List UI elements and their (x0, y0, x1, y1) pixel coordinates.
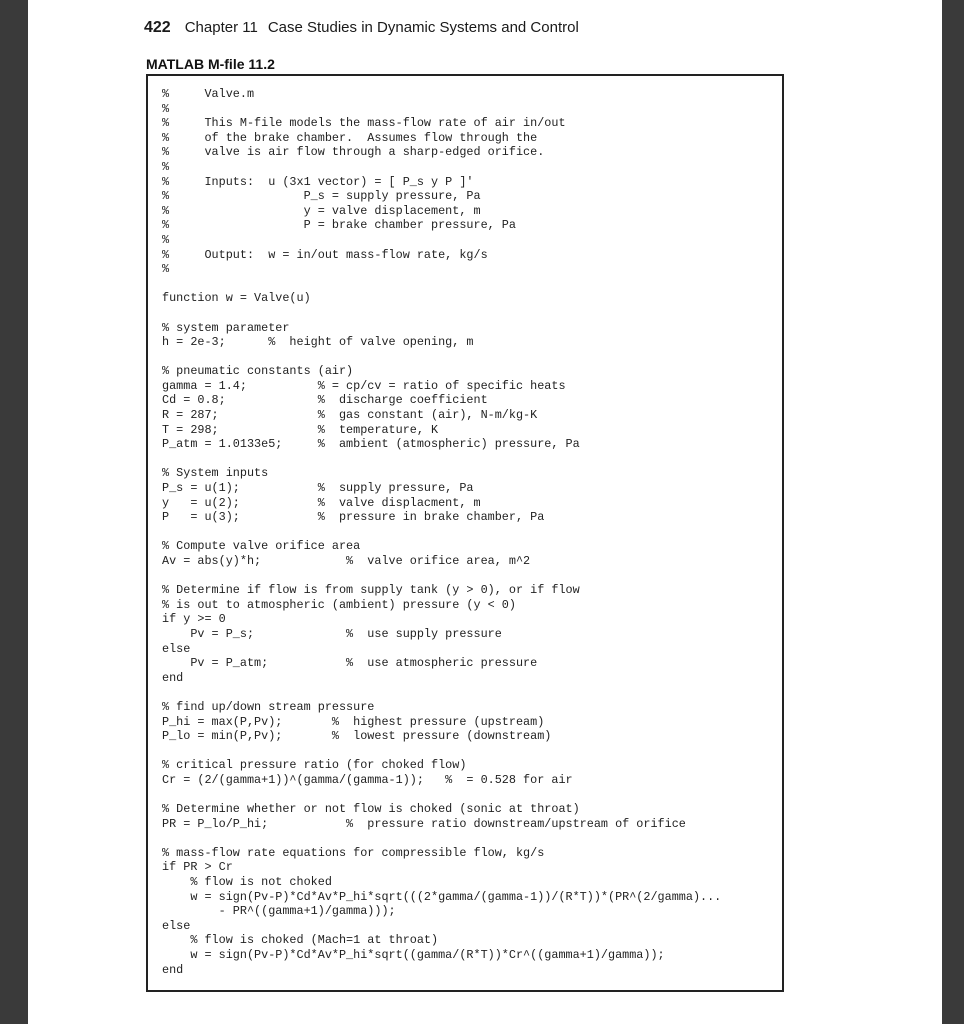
running-header (144, 19, 579, 37)
matlab-code: % Valve.m % % This M-file models the mass-flow rate of air in/out % of the brake chamber. Assumes flow through the % valve is air flow through a sharp-edged orifice. % % Inputs: u (3x1 vector) = [ P_s y P ]' % P_s = supply pressure, Pa % y = valve displacement, m % P = brake chamber pressure, Pa % % Output: w = in/out mass-flow rate, kg/s % function w = Valve(u) % system parameter h = 2e-3; % height of valve opening, m % pneumatic constants (air) gamma = 1.4; % = cp/cv = ratio of specific heats Cd = 0.8; % discharge coefficient R = 287; % gas constant (air), N-m/kg-K T = 298; % temperature, K P_atm = 1.0133e5; % ambient (atmospheric) pressure, Pa % System inputs P_s = u(1); % supply pressure, Pa y = u(2); % valve displacment, m P = u(3); % pressure in brake chamber, Pa % Compute valve orifice area Av = abs(y)*h; % valve orifice area, m^2 % Determine if flow is from supply tank (y > 0), or if flow % is out to atmospheric (ambient) pressure (y < 0) if y >= 0 Pv = P_s; % use supply pressure else Pv = P_atm; % use atmospheric pressure end % find up/down stream pressure P_hi = max(P,Pv); % highest pressure (upstream) P_lo = min(P,Pv); % lowest pressure (downstream) % critical pressure ratio (for choked flow) Cr = (2/(gamma+1))^(gamma/(gamma-1)); % = 0.528 for air % Determine whether or not flow is choked (sonic at throat) PR = P_lo/P_hi; % pressure ratio downstream/upstream of orifice % mass-flow rate equations for compressible flow, kg/s if PR > Cr % flow is not choked w = sign(Pv-P)*Cd*Av*P_hi*sqrt(((2*gamma/(gamma-1))/(R*T))*(PR^(2/gamma)... - PR^((gamma+1)/gamma))); else % flow is choked (Mach=1 at throat) w = sign(Pv-P)*Cd*Av*P_hi*sqrt((gamma/(R*T))*Cr^((gamma+1)/gamma)); end (162, 87, 722, 977)
chapter-title: Case Studies in Dynamic Systems and Control (267, 19, 579, 36)
listing-title: MATLAB M-file 11.2 (146, 56, 275, 72)
code-listing-box (146, 74, 784, 992)
chapter-label: Chapter 11 (184, 19, 258, 36)
page-number: 422 (144, 19, 171, 36)
book-page (28, 0, 942, 1024)
